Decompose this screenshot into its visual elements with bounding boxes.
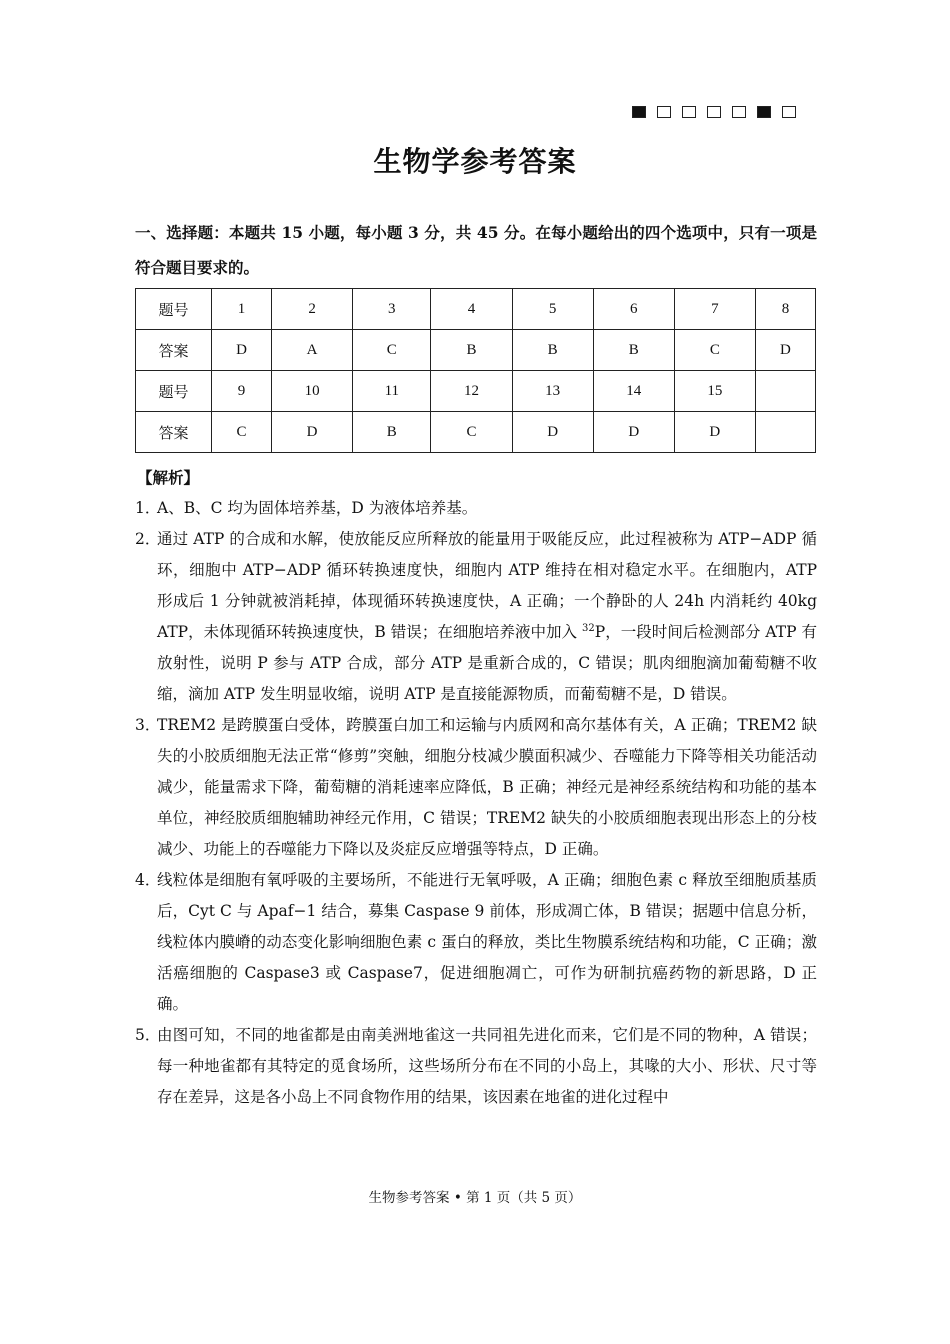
item-number: 2．	[135, 530, 161, 548]
item-number: 4．	[135, 871, 161, 889]
table-row	[136, 412, 816, 453]
page-footer: 生物参考答案 • 第 1 页（共 5 页）	[368, 1190, 582, 1206]
analysis-label: 【解析】	[137, 468, 200, 487]
table-cell: D	[212, 330, 272, 371]
square-marker	[707, 106, 721, 118]
table-cell: B	[353, 412, 431, 453]
header-squares	[632, 106, 796, 118]
table-cell: 10	[272, 371, 353, 412]
table-cell: 2	[272, 289, 353, 330]
list-item	[135, 865, 817, 1020]
item-number: 1．	[135, 499, 161, 517]
item-text	[157, 865, 817, 1020]
table-cell: 8	[755, 289, 815, 330]
item-text	[157, 710, 817, 865]
square-marker	[782, 106, 796, 118]
section-heading: 一、选择题：本题共 15 小题，每小题 3 分，共 45 分。在每小题给出的四个选项中，只有一项是符合题目要求的。	[135, 223, 817, 277]
table-cell: 3	[353, 289, 431, 330]
table-cell: 13	[512, 371, 593, 412]
item-number: 5．	[135, 1026, 161, 1044]
list-item	[135, 1020, 817, 1113]
answer-table	[135, 288, 816, 453]
square-marker	[632, 106, 646, 118]
item-text-part: P，一段时间后检测部分 ATP 有放射性，说明 P 参与 ATP 合成，部分 ATP 是重新合成的，C 错误；肌肉细胞滴加葡萄糖不收缩，滴加 ATP 发生明显收缩，说明 ATP 是直接能源物质，而葡萄糖不是，D 错误。	[157, 623, 817, 703]
item-text-part: 线粒体是细胞有氧呼吸的主要场所，不能进行无氧呼吸，A 正确；细胞色素 c 释放至细胞质基质后，Cyt C 与 Apaf−1 结合，募集 Caspase 9 前体，形成凋亡体，B 错误；据题中信息分析，线粒体内膜嵴的动态变化影响细胞色素 c 蛋白的释放，类比生物膜系统结构和功能，C 正确；激活癌细胞的 Caspase3 或 Caspase7，促进细胞凋亡，可作为研制抗癌药物的新思路，D 正确。	[157, 871, 817, 1013]
table-cell: C	[674, 330, 755, 371]
table-cell: 9	[212, 371, 272, 412]
square-marker	[657, 106, 671, 118]
list-item	[135, 524, 817, 710]
table-cell: C	[353, 330, 431, 371]
square-marker	[757, 106, 771, 118]
item-text-part: TREM2 是跨膜蛋白受体，跨膜蛋白加工和运输与内质网和高尔基体有关，A 正确；TREM2 缺失的小胶质细胞无法正常“修剪”突触，细胞分枝减少膜面积减少、吞噬能力下降等相关功能活动减少，能量需求下降，葡萄糖的消耗速率应降低，B 正确；神经元是神经系统结构和功能的基本单位，神经胶质细胞辅助神经元作用，C 错误；TREM2 缺失的小胶质细胞表现出形态上的分枝减少、功能上的吞噬能力下降以及炎症反应增强等特点，D 正确。	[157, 716, 817, 858]
table-cell: 11	[353, 371, 431, 412]
item-text	[157, 493, 817, 524]
table-cell: C	[212, 412, 272, 453]
table-cell	[755, 412, 815, 453]
table-cell: D	[512, 412, 593, 453]
table-cell: 14	[593, 371, 674, 412]
item-number: 3．	[135, 716, 161, 734]
table-cell: B	[593, 330, 674, 371]
table-cell: 7	[674, 289, 755, 330]
table-cell: 15	[674, 371, 755, 412]
item-text-part: 通过 ATP 的合成和水解，使放能反应所释放的能量用于吸能反应，此过程被称为 ATP−ADP 循环，细胞中 ATP−ADP 循环转换速度快，细胞内 ATP 维持在相对稳定水平。在细胞内，ATP 形成后 1 分钟就被消耗掉，体现循环转换速度快，A 正确；一个静卧的人 24h 内消耗约 40kg ATP，未体现循环转换速度快，B 错误；在细胞培养液中加入	[157, 530, 817, 641]
list-item	[135, 710, 817, 865]
table-cell: 5	[512, 289, 593, 330]
table-cell: 4	[431, 289, 512, 330]
square-marker	[732, 106, 746, 118]
table-cell: D	[755, 330, 815, 371]
square-marker	[682, 106, 696, 118]
table-cell: 6	[593, 289, 674, 330]
item-text	[157, 524, 817, 710]
analysis-section	[135, 462, 817, 1113]
page-title: 生物学参考答案	[373, 145, 577, 178]
table-row	[136, 371, 816, 412]
table-cell: D	[593, 412, 674, 453]
table-cell: C	[431, 412, 512, 453]
item-text-part: A、B、C 均为固体培养基，D 为液体培养基。	[157, 499, 478, 517]
row-label: 答案	[136, 330, 212, 371]
table-cell: B	[512, 330, 593, 371]
table-cell: B	[431, 330, 512, 371]
table-cell: 12	[431, 371, 512, 412]
superscript: 32	[582, 622, 595, 634]
table-cell	[755, 371, 815, 412]
row-label: 答案	[136, 412, 212, 453]
row-label: 题号	[136, 371, 212, 412]
item-text	[157, 1020, 817, 1113]
table-cell: D	[674, 412, 755, 453]
list-item	[135, 493, 817, 524]
item-text-part: 由图可知，不同的地雀都是由南美洲地雀这一共同祖先进化而来，它们是不同的物种，A 错误；每一种地雀都有其特定的觅食场所，这些场所分布在不同的小岛上，其喙的大小、形状、尺寸等存在差异，这是各小岛上不同食物作用的结果，该因素在地雀的进化过程中	[157, 1026, 817, 1106]
table-cell: 1	[212, 289, 272, 330]
table-cell: D	[272, 412, 353, 453]
table-row	[136, 330, 816, 371]
table-row	[136, 289, 816, 330]
table-cell: A	[272, 330, 353, 371]
row-label: 题号	[136, 289, 212, 330]
